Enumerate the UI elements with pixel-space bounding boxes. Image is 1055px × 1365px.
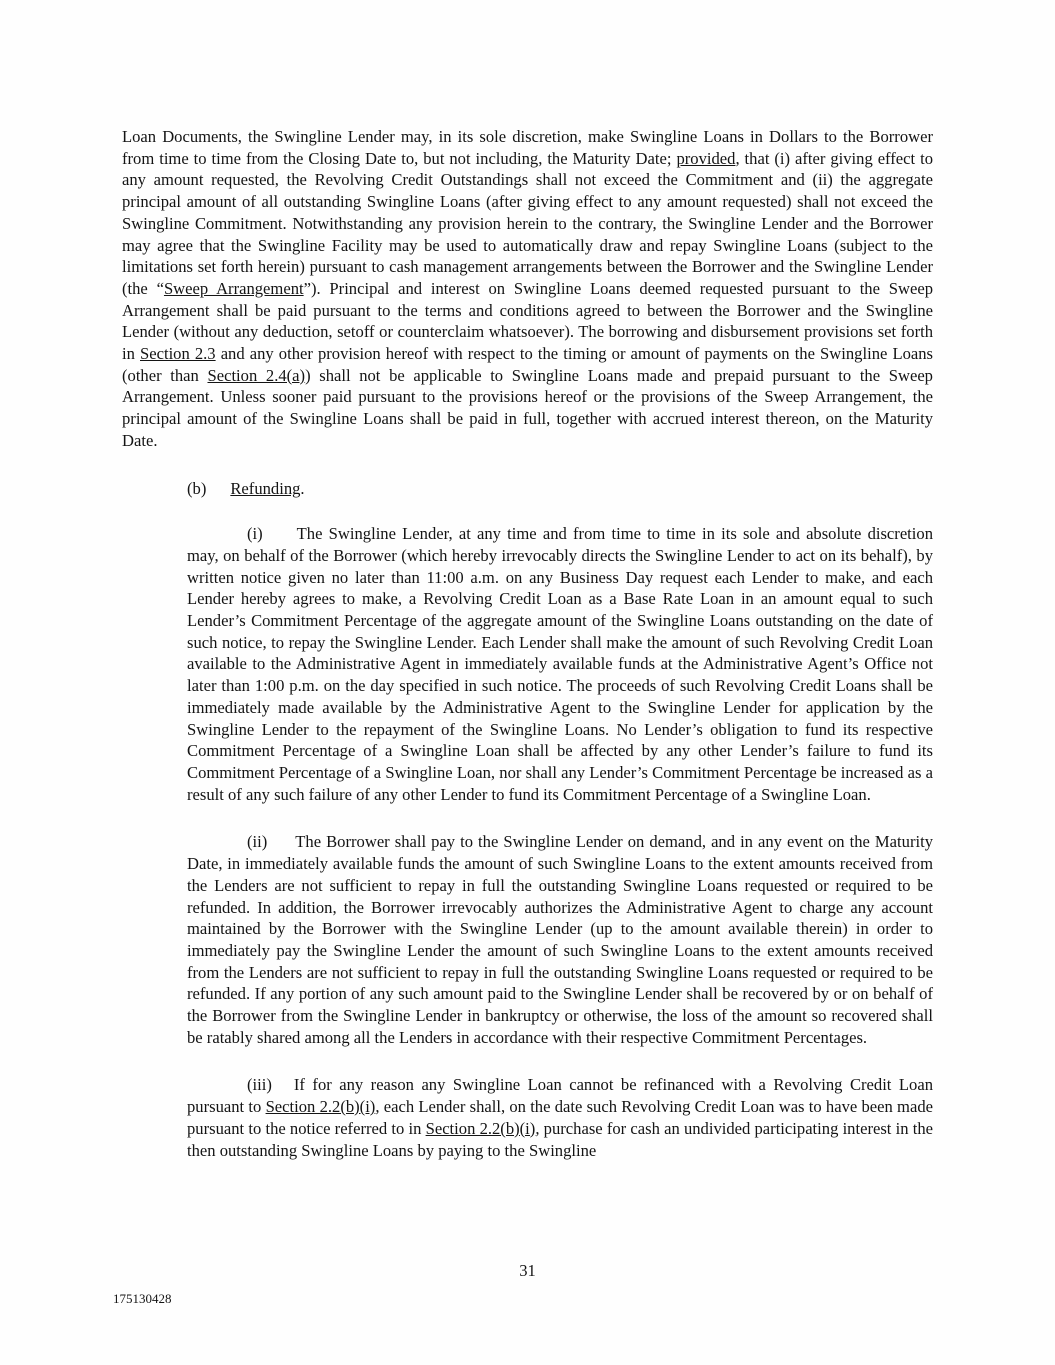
intro-paragraph: Loan Documents, the Swingline Lender may, in its sole discretion, make Swingline Loans in Dollars to the Borrower from time to time from the Closing Date to, but not including, the Maturity Date; provided, that (i) after giving effect to any amount requested, the Revolving Credit Outstandings shall not exceed the Commitment and (ii) the aggregate principal amount of all outstanding Swingline Loans (after giving effect to any amount requested) shall not exceed the Swingline Commitment. Notwithstanding any provision herein to the contrary, the Swingline Lender and the Borrower may agree that the Swingline Facility may be used to automatically draw and repay Swingline Loans (subject to the limitations set forth herein) pursuant to cash management arrangements between the Borrower and the Swingline Lender (the “Sweep Arrangement”). Principal and interest on Swingline Loans deemed requested pursuant to the Sweep Arrangement shall be paid pursuant to the terms and conditions agreed to between the Borrower and the Swingline Lender (without any deduction, setoff or counterclaim whatsoever). The borrowing and disbursement provisions set forth in Section 2.3 and any other provision hereof with respect to the timing or amount of payments on the Swingline Loans (other than Section 2.4(a)) shall not be applicable to Swingline Loans made and prepaid pursuant to the Sweep Arrangement. Unless sooner paid pursuant to the provisions hereof or the provisions of the Sweep Arrangement, the principal amount of the Swingline Loans shall be paid in full, together with accrued interest thereon, on the Maturity Date.: [122, 127, 934, 450]
subsection-iii-paragraph: [187, 1074, 933, 1161]
subsection-i-label: (i): [247, 524, 263, 544]
tab-spacer: [267, 846, 295, 847]
section-b-label: (b): [187, 478, 207, 498]
page-number: 31: [519, 1261, 536, 1280]
subsection-iii-label: (iii): [247, 1075, 272, 1095]
subsection-i-paragraph: [187, 523, 933, 805]
subsection-i-text: The Swingline Lender, at any time and from time to time in its sole and absolute discretion may, on behalf of the Borrower (which hereby irrevocably directs the Swingline Lender to act on its behalf), by written notice given no later than 11:00 a.m. on any Business Day request each Lender to make, and each Lender hereby agrees to make, a Revolving Credit Loan as a Base Rate Loan in an amount equal to such Lender’s Commitment Percentage of the aggregate amount of the Swingline Loans outstanding on the date of such notice, to repay the Swingline Lender. Each Lender shall make the amount of such Revolving Credit Loan available to the Administrative Agent in immediately available funds at the Administrative Agent’s Office not later than 1:00 p.m. on the day specified in such notice. The proceeds of such Revolving Credit Loans shall be immediately made available by the Administrative Agent to the Swingline Lender for application by the Swingline Lender to the repayment of the Swingline Loans. No Lender’s obligation to fund its respective Commitment Percentage of a Swingline Loan shall be affected by any other Lender’s failure to fund its Commitment Percentage of a Swingline Loan, nor shall any Lender’s Commitment Percentage be increased as a result of any such failure of any other Lender to fund its Commitment Percentage of a Swingline Loan.: [187, 524, 933, 804]
document-id-footer: 175130428: [113, 1291, 172, 1306]
subsection-ii-label: (ii): [247, 832, 268, 852]
subsection-ii-text: The Borrower shall pay to the Swingline Lender on demand, and in any event on the Maturity Date, in immediately available funds the amount of such Swingline Loans to the extent amounts received from the Lenders are not sufficient to repay in full the outstanding Swingline Loans requested or required to be refunded. In addition, the Borrower irrevocably authorizes the Administrative Agent to charge any account maintained by the Borrower with the Swingline Lender (up to the amount available therein) in order to immediately pay the Swingline Lender the amount of such Swingline Loans to the extent amounts received from the Lenders are not sufficient to repay in full the outstanding Swingline Loans requested or required to be refunded. If any portion of any such amount paid to the Swingline Lender shall be recovered by or on behalf of the Borrower from the Swingline Lender in bankruptcy or otherwise, the loss of the amount so recovered shall be ratably shared among all the Lenders in accordance with their respective Commitment Percentages.: [187, 832, 933, 1047]
tab-spacer: [263, 538, 297, 539]
subsection-iii-text: If for any reason any Swingline Loan cannot be refinanced with a Revolving Credit Loan pursuant to Section 2.2(b)(i), each Lender shall, on the date such Revolving Credit Loan was to have been made pursuant to the notice referred to in Section 2.2(b)(i), purchase for cash an undivided participating interest in the then outstanding Swingline Loans by paying to the Swingline: [187, 1075, 933, 1160]
tab-spacer: [206, 493, 230, 494]
section-b-heading: [187, 478, 933, 500]
tab-spacer: [272, 1089, 294, 1090]
section-b-title: Refunding.: [230, 478, 305, 498]
subsection-ii-paragraph: [187, 831, 933, 1048]
